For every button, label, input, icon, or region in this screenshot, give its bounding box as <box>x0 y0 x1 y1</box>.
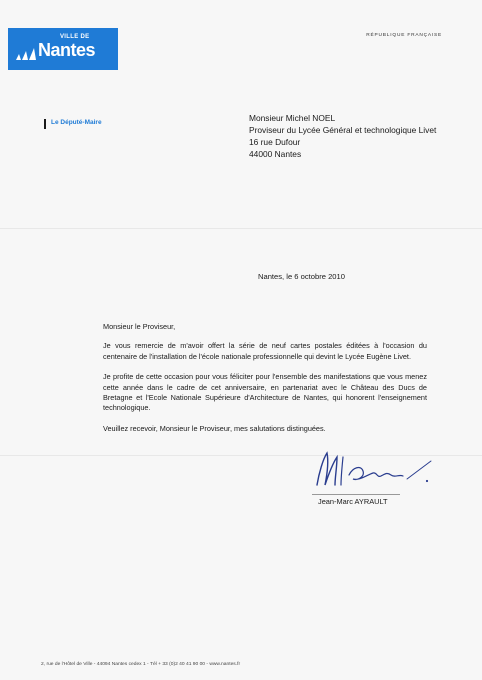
republique-francaise: RÉPUBLIQUE FRANÇAISE <box>366 33 442 38</box>
recipient-position: Proviseur du Lycée Général et technologique Livet <box>249 125 437 135</box>
letter-date: Nantes, le 6 octobre 2010 <box>258 272 345 281</box>
nantes-logo-icon <box>14 46 38 62</box>
recipient-address <box>249 112 436 160</box>
footer-address: 2, rue de l'Hôtel de Ville - 44094 Nantes cedex 1 - Tél + 33 (0)2 40 41 90 00 - www.nantes.fr <box>41 662 241 667</box>
handwritten-signature <box>305 445 445 493</box>
paragraph-congratulations: Je profite de cette occasion pour vous féliciter pour l'ensemble des manifestations que vous menez cette année dans le cadre de cet anniversaire, en partenariat avec le Château des Ducs de Bretagne et l'Ecole Nationale Supérieure d'Architecture de Nantes, qui honorent l'enseignement technologique. <box>103 372 427 413</box>
paragraph-closing: Veuillez recevoir, Monsieur le Proviseur, mes salutations distinguées. <box>103 423 326 433</box>
signer-name: Jean-Marc AYRAULT <box>318 497 388 506</box>
logo-ville-label: VILLE DE <box>60 34 90 40</box>
signature-line <box>312 494 400 495</box>
recipient-name: Monsieur Michel NOEL <box>249 113 336 123</box>
recipient-city: 44000 Nantes <box>249 149 302 159</box>
paragraph-thanks: Je vous remercie de m'avoir offert la série de neuf cartes postales éditées à l'occasion du centenaire de l'installation de l'école nationale professionnelle qui devint le Lycée Eugène Livet. <box>103 341 427 361</box>
nantes-logo <box>8 28 118 70</box>
letter-body <box>103 322 427 444</box>
recipient-street: 16 rue Dufour <box>249 137 301 147</box>
fold-line <box>0 228 482 229</box>
sender-marker <box>44 119 46 129</box>
sender-title: Le Député-Maire <box>51 119 102 126</box>
logo-city-name: Nantes <box>38 40 96 60</box>
salutation: Monsieur le Proviseur, <box>103 322 176 331</box>
